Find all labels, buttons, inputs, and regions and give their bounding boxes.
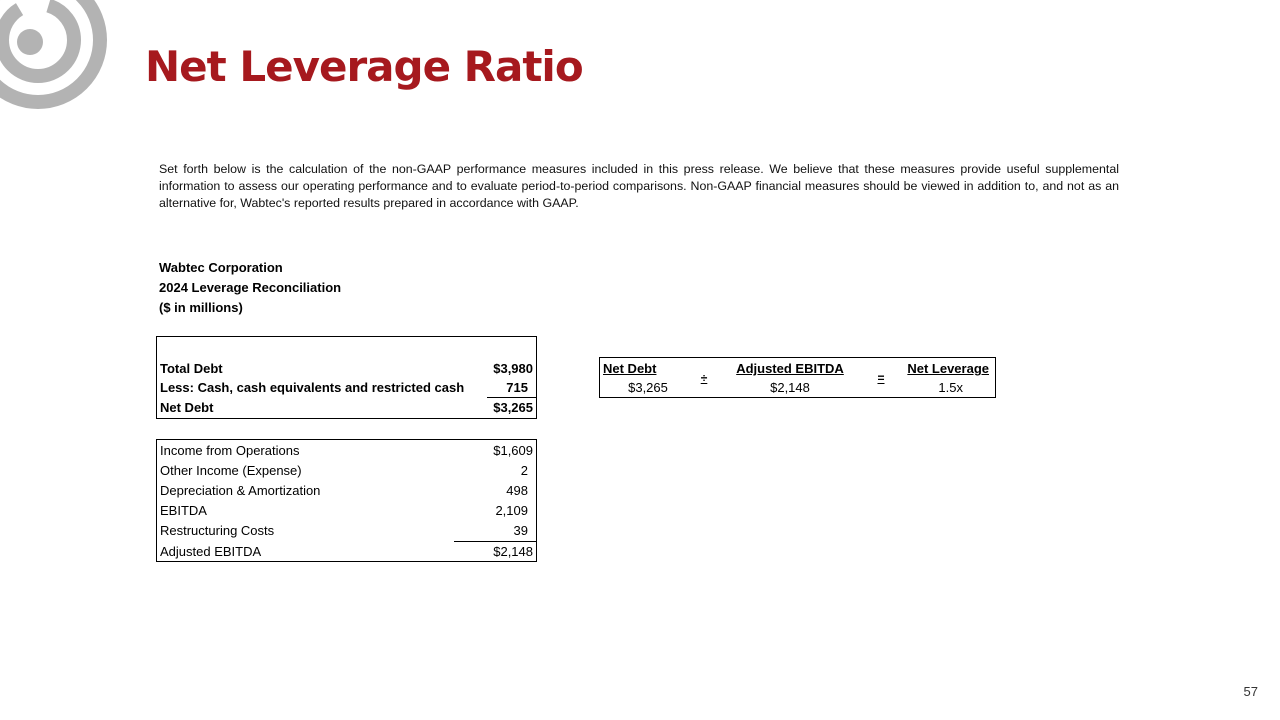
adjusted-ebitda-header: Adjusted EBITDA bbox=[736, 361, 844, 376]
intro-paragraph: Set forth below is the calculation of the non-GAAP performance measures included in this press release. We believe that these measures provide useful supplemental information to assess our operating performance and to evaluate period-to-period comparisons. Non-GAAP financial measures should be viewed in addition to, and not as an alternative for, Wabtec's reported results prepared in accordance with GAAP. bbox=[159, 162, 1119, 210]
row-value: 715 bbox=[487, 378, 536, 398]
row-label: Depreciation & Amortization bbox=[160, 483, 321, 498]
page-title: Net Leverage Ratio bbox=[145, 42, 583, 91]
table-row bbox=[157, 501, 536, 521]
report-header bbox=[159, 258, 341, 318]
row-value: 39 bbox=[454, 521, 536, 542]
net-leverage-header: Net Leverage bbox=[907, 361, 989, 376]
wabtec-logo-icon bbox=[0, 0, 110, 120]
row-value: 498 bbox=[506, 483, 528, 498]
table-row bbox=[157, 441, 536, 461]
table-row bbox=[157, 398, 536, 418]
row-label: EBITDA bbox=[160, 503, 207, 518]
table-row bbox=[157, 481, 536, 501]
table-row bbox=[157, 542, 536, 563]
row-value: 2,109 bbox=[495, 503, 528, 518]
net-debt-header: Net Debt bbox=[603, 361, 657, 376]
row-label: Total Debt bbox=[160, 361, 223, 376]
row-label: Other Income (Expense) bbox=[160, 463, 302, 478]
units-note: ($ in millions) bbox=[159, 300, 243, 315]
row-value: $3,265 bbox=[493, 400, 533, 415]
net-leverage-value: 1.5x bbox=[938, 380, 963, 395]
table-row bbox=[600, 378, 995, 397]
adjusted-ebitda-table bbox=[156, 439, 537, 562]
divide-operator: ÷ bbox=[700, 370, 708, 385]
row-value: $2,148 bbox=[493, 544, 533, 559]
row-label: Less: Cash, cash equivalents and restricted cash bbox=[160, 380, 465, 396]
company-name: Wabtec Corporation bbox=[159, 260, 283, 275]
row-value: $1,609 bbox=[493, 443, 533, 458]
row-label: Adjusted EBITDA bbox=[160, 543, 262, 559]
equals-operator: = bbox=[877, 370, 885, 385]
row-value: $3,980 bbox=[493, 361, 533, 376]
table-row bbox=[157, 461, 536, 481]
page-number: 57 bbox=[1243, 684, 1258, 699]
report-subtitle: 2024 Leverage Reconciliation bbox=[159, 280, 342, 295]
row-label: Income from Operations bbox=[160, 443, 300, 458]
row-value: 2 bbox=[520, 463, 528, 478]
net-debt-table bbox=[156, 336, 537, 419]
table-row bbox=[157, 378, 536, 398]
row-label: Restructuring Costs bbox=[160, 523, 275, 539]
adjusted-ebitda-value: $2,148 bbox=[770, 380, 810, 395]
table-row bbox=[157, 521, 536, 542]
net-debt-value: $3,265 bbox=[628, 380, 668, 395]
table-row bbox=[157, 359, 536, 378]
row-label: Net Debt bbox=[160, 399, 214, 415]
table-header-row bbox=[600, 359, 995, 378]
net-leverage-table bbox=[599, 357, 996, 398]
